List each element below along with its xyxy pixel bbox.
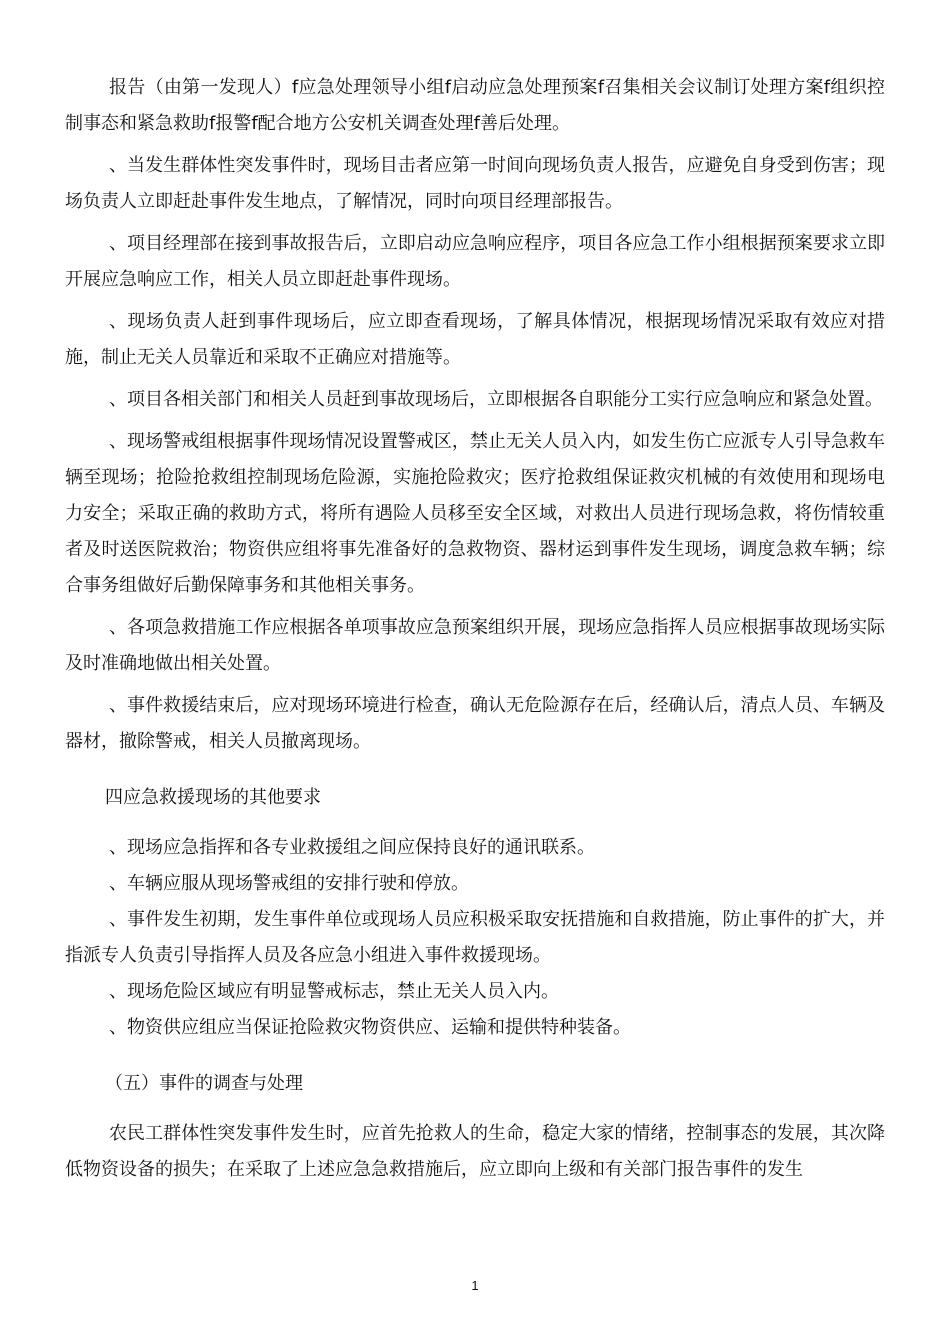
document-body xyxy=(65,70,885,1188)
page-number: 1 xyxy=(471,1278,479,1293)
requirement-item: 、物资供应组应当保证抢险救灾物资供应、运输和提供特种装备。 xyxy=(109,1017,631,1038)
paragraph-item: 、现场负责人赶到事件现场后，应立即查看现场，了解具体情况，根据现场情况采取有效应对措施，制止无关人员靠近和采取不正确应对措施等。 xyxy=(65,311,885,368)
paragraph-item: 、项目各相关部门和相关人员赶到事故现场后，立即根据各自职能分工实行应急响应和紧急处置。 xyxy=(109,389,883,410)
paragraph-item: 、项目经理部在接到事故报告后，立即启动应急响应程序，项目各应急工作小组根据预案要求立即开展应急响应工作，相关人员立即赶赴事件现场。 xyxy=(65,233,885,290)
paragraph-report-flow: 报告（由第一发现人）f应急处理领导小组f启动应急处理预案f召集相关会议制订处理方案f组织控制事态和紧急救助f报警f配合地方公安机关调查处理f善后处理。 xyxy=(65,77,885,134)
paragraph-item: 、事件救援结束后，应对现场环境进行检查，确认无危险源存在后，经确认后，清点人员、车辆及器材，撤除警戒，相关人员撤离现场。 xyxy=(65,695,885,752)
section-heading-4: 四应急救援现场的其他要求 xyxy=(105,787,321,808)
requirement-item: 、车辆应服从现场警戒组的安排行驶和停放。 xyxy=(109,873,469,894)
paragraph-item: 、现场警戒组根据事件现场情况设置警戒区，禁止无关人员入内，如发生伤亡应派专人引导急救车辆至现场；抢险抢救组控制现场危险源，实施抢险救灾；医疗抢救组保证救灾机械的有效使用和现场电力安全；采取正确的救助方式，将所有遇险人员移至安全区域，对救出人员进行现场急救，将伤情较重者及时送医院救治；物资供应组将事先准备好的急救物资、器材运到事件发生现场，调度急救车辆；综合事务组做好后勤保障事务和其他相关事务。 xyxy=(65,431,885,596)
requirement-item: 、现场危险区域应有明显警戒标志，禁止无关人员入内。 xyxy=(109,981,559,1002)
requirement-item: 、现场应急指挥和各专业救援组之间应保持良好的通讯联系。 xyxy=(109,837,595,858)
section-heading-5: （五）事件的调查与处理 xyxy=(105,1073,303,1094)
paragraph-investigation: 农民工群体性突发事件发生时，应首先抢救人的生命，稳定大家的情绪，控制事态的发展，其次降低物资设备的损失；在采取了上述应急急救措施后，应立即向上级和有关部门报告事件的发生 xyxy=(65,1123,885,1180)
requirement-item: 、事件发生初期，发生事件单位或现场人员应积极采取安抚措施和自救措施，防止事件的扩大，并指派专人负责引导指挥人员及各应急小组进入事件救援现场。 xyxy=(65,909,885,966)
paragraph-item: 、当发生群体性突发事件时，现场目击者应第一时间向现场负责人报告，应避免自身受到伤害；现场负责人立即赶赴事件发生地点，了解情况，同时向项目经理部报告。 xyxy=(65,155,885,212)
paragraph-item: 、各项急救措施工作应根据各单项事故应急预案组织开展，现场应急指挥人员应根据事故现场实际及时准确地做出相关处置。 xyxy=(65,617,885,674)
